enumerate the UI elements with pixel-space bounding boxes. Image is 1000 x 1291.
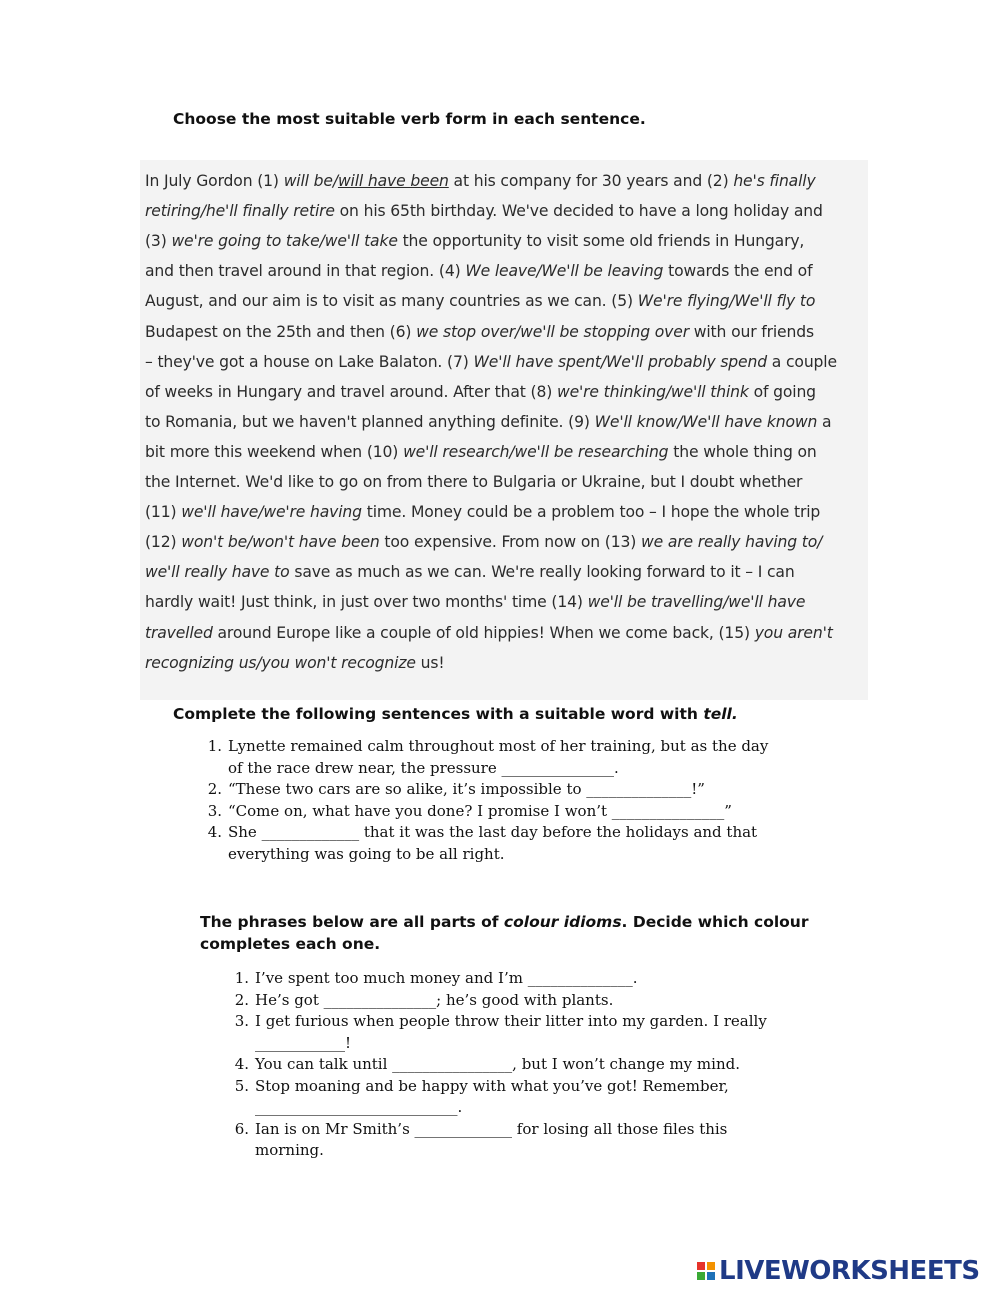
passage-line bbox=[145, 503, 865, 521]
verb-choice: will be/ bbox=[283, 172, 338, 190]
passage-text: at his company for 30 years and (2) bbox=[448, 172, 734, 190]
item-number: 6. bbox=[234, 1119, 249, 1138]
item-number: 1. bbox=[234, 969, 249, 987]
verb-choice: we'll be travelling/we'll have bbox=[587, 593, 806, 612]
passage-text: too expensive. From now on (13) bbox=[379, 533, 641, 552]
verb-choice: we stop over/we'll be stopping over bbox=[416, 322, 689, 341]
verb-choice: we'll really have to bbox=[145, 563, 290, 582]
colour-idiom-item bbox=[227, 1054, 827, 1076]
passage-line bbox=[145, 202, 865, 220]
passage-text: around Europe like a couple of old hippies! When we come back, (15) bbox=[212, 623, 755, 642]
item-text-line: He’s got _______________; he’s good with plants. bbox=[255, 990, 614, 1009]
passage-text: the whole thing on bbox=[668, 442, 817, 461]
verb-choice: retiring/he'll finally retire bbox=[145, 202, 335, 221]
passage-text: and then travel around in that region. (4) bbox=[145, 262, 466, 281]
passage-text: us! bbox=[415, 653, 445, 672]
passage-line bbox=[145, 624, 865, 642]
passage-text: of weeks in Hungary and travel around. After that (8) bbox=[145, 382, 557, 401]
passage-text: hardly wait! Just think, in just over two months' time (14) bbox=[145, 593, 588, 612]
passage-text: – they've got a house on Lake Balaton. (7) bbox=[145, 352, 474, 371]
passage-text: a bbox=[817, 412, 832, 431]
verb-choice: we are really having to/ bbox=[640, 533, 823, 552]
passage-text: to Romania, but we haven't planned anything definite. (9) bbox=[145, 412, 595, 431]
section2-heading-text: Complete the following sentences with a suitable word with bbox=[173, 705, 704, 723]
passage-line bbox=[145, 353, 865, 371]
logo-mark-square bbox=[697, 1262, 705, 1270]
verb-choice: We'll have spent/We'll probably spend bbox=[473, 352, 767, 371]
verb-choice: We'll know/We'll have known bbox=[594, 412, 818, 431]
tell-exercise-item bbox=[200, 801, 840, 823]
item-number: 2. bbox=[207, 780, 222, 798]
passage-line bbox=[145, 172, 865, 190]
colour-idiom-item bbox=[227, 990, 827, 1012]
tell-exercise-item bbox=[200, 736, 840, 779]
item-number: 3. bbox=[234, 1012, 249, 1030]
item-text-line: “These two cars are so alike, it’s impossible to ______________!” bbox=[228, 780, 705, 798]
passage-text: (11) bbox=[145, 503, 182, 522]
verb-choice: we're going to take/we'll take bbox=[171, 232, 398, 251]
passage-text: August, and our aim is to visit as many countries as we can. (5) bbox=[145, 292, 638, 311]
item-number: 4. bbox=[234, 1055, 249, 1073]
passage-text: (12) bbox=[145, 533, 182, 552]
liveworksheets-logo[interactable] bbox=[697, 1255, 980, 1287]
section3-heading-italic: colour idioms bbox=[503, 913, 622, 931]
logo-mark-square bbox=[707, 1262, 715, 1270]
item-number: 1. bbox=[207, 737, 222, 755]
passage-line bbox=[145, 292, 865, 310]
item-text-line: Lynette remained calm throughout most of her training, but as the day bbox=[228, 737, 769, 755]
item-text-line: “Come on, what have you done? I promise I won’t _______________” bbox=[228, 801, 732, 820]
logo-mark-icon bbox=[697, 1262, 715, 1280]
section3-heading bbox=[200, 911, 808, 955]
item-number: 4. bbox=[207, 823, 222, 841]
tell-exercise-list bbox=[200, 736, 840, 865]
verb-choice: we'll have/we're having bbox=[181, 503, 362, 522]
colour-idiom-item bbox=[227, 1119, 827, 1162]
passage-line bbox=[145, 443, 865, 461]
passage-line bbox=[145, 323, 865, 341]
passage-text: with our friends bbox=[688, 322, 814, 341]
colour-idiom-item bbox=[227, 1076, 827, 1119]
item-number: 3. bbox=[207, 801, 222, 820]
passage-text: In July Gordon (1) bbox=[145, 172, 284, 190]
item-text-line: ____________! bbox=[255, 1033, 352, 1052]
verb-choice: We leave/We'll be leaving bbox=[465, 262, 664, 281]
colour-idiom-item bbox=[227, 968, 827, 990]
passage-text: bit more this weekend when (10) bbox=[145, 442, 404, 461]
passage-text: (3) bbox=[145, 232, 172, 251]
passage-line bbox=[145, 262, 865, 280]
verb-choice: travelled bbox=[145, 623, 213, 642]
passage-text: the opportunity to visit some old friends in Hungary, bbox=[397, 232, 805, 251]
verb-choice: will have been bbox=[337, 172, 449, 190]
verb-choice: we'll research/we'll be researching bbox=[403, 442, 669, 461]
section3-heading-line2: completes each one. bbox=[200, 935, 381, 953]
passage-line bbox=[145, 413, 865, 431]
verb-choice: we're thinking/we'll think bbox=[556, 382, 749, 401]
passage-text: Budapest on the 25th and then (6) bbox=[145, 322, 417, 341]
colour-idiom-item bbox=[227, 1011, 827, 1054]
passage-text: the Internet. We'd like to go on from there to Bulgaria or Ukraine, but I doubt whether bbox=[145, 473, 803, 491]
passage-text: save as much as we can. We're really looking forward to it – I can bbox=[289, 563, 795, 582]
item-text-line: You can talk until ________________, but I won’t change my mind. bbox=[255, 1055, 740, 1073]
verb-choice: you aren't bbox=[754, 623, 833, 642]
passage-line bbox=[145, 383, 865, 401]
verb-choice: he's finally bbox=[733, 172, 816, 190]
tell-exercise-item bbox=[200, 822, 840, 865]
passage-text: a couple bbox=[766, 352, 837, 371]
passage-text: on his 65th birthday. We've decided to have a long holiday and bbox=[334, 202, 823, 221]
item-text-line: Ian is on Mr Smith’s _____________ for losing all those files this bbox=[255, 1119, 728, 1138]
verb-choice: We're flying/We'll fly to bbox=[637, 292, 816, 311]
colour-idioms-list bbox=[227, 968, 827, 1162]
passage-text: towards the end of bbox=[663, 262, 813, 281]
passage-line bbox=[145, 563, 865, 581]
item-text-line: I’ve spent too much money and I’m ______________. bbox=[255, 969, 638, 987]
section2-heading-italic: tell. bbox=[703, 705, 738, 723]
item-text-line: She _____________ that it was the last day before the holidays and that bbox=[228, 823, 758, 841]
section1-heading: Choose the most suitable verb form in each sentence. bbox=[173, 110, 646, 128]
logo-text: LIVEWORKSHEETS bbox=[719, 1256, 980, 1286]
passage-line bbox=[145, 654, 865, 672]
passage-line bbox=[145, 232, 865, 250]
tell-exercise-item bbox=[200, 779, 840, 801]
item-text-line: ___________________________. bbox=[255, 1098, 463, 1116]
section3-heading-text-1: The phrases below are all parts of bbox=[200, 913, 504, 931]
passage-line bbox=[145, 473, 865, 491]
item-number: 5. bbox=[234, 1076, 249, 1095]
passage-text: of going bbox=[748, 382, 816, 401]
item-number: 2. bbox=[234, 990, 249, 1009]
passage-line bbox=[145, 593, 865, 611]
logo-mark-square bbox=[707, 1272, 715, 1280]
section2-heading bbox=[173, 703, 738, 725]
section3-heading-text-2: . Decide which colour bbox=[621, 913, 809, 931]
item-text-line: of the race drew near, the pressure _______________. bbox=[228, 758, 619, 777]
verb-choice: won't be/won't have been bbox=[181, 533, 380, 552]
passage-line bbox=[145, 533, 865, 551]
logo-mark-square bbox=[697, 1272, 705, 1280]
verb-choice: recognizing us/you won't recognize bbox=[145, 653, 416, 672]
item-text-line: Stop moaning and be happy with what you’ve got! Remember, bbox=[255, 1076, 729, 1095]
item-text-line: everything was going to be all right. bbox=[228, 844, 505, 863]
item-text-line: I get furious when people throw their litter into my garden. I really bbox=[255, 1012, 767, 1030]
item-text-line: morning. bbox=[255, 1141, 324, 1159]
passage-text: time. Money could be a problem too – I hope the whole trip bbox=[361, 503, 821, 522]
